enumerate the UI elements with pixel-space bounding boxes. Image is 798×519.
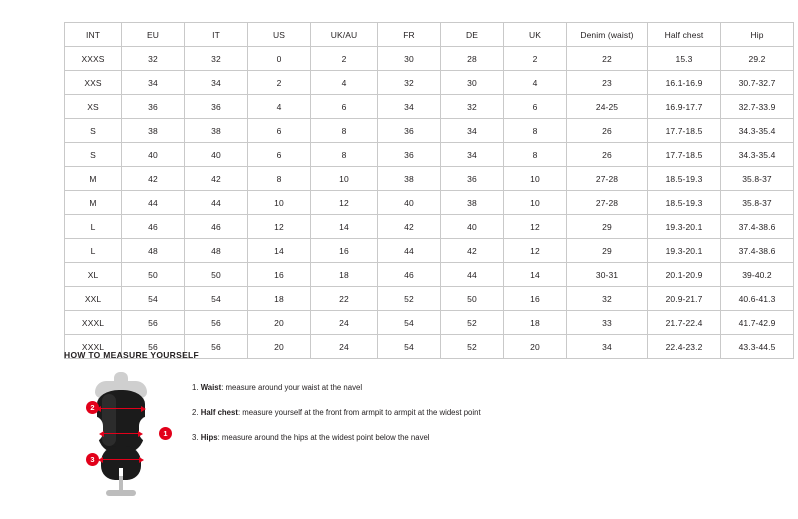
cell-half-chest: 20.9-21.7 [648,287,721,311]
cell-fr: 40 [378,191,441,215]
cell-fr: 30 [378,47,441,71]
cell-hip: 35.8-37 [721,167,794,191]
table-row [65,167,794,191]
cell-fr: 44 [378,239,441,263]
cell-it: 54 [185,287,248,311]
cell-eu: 40 [122,143,185,167]
cell-hip: 34.3-35.4 [721,119,794,143]
measure-step-half-chest [192,407,481,419]
cell-us: 20 [248,311,311,335]
cell-int: S [65,143,122,167]
cell-int: S [65,119,122,143]
cell-uk-au: 8 [311,143,378,167]
how-to-measure-section [64,350,764,500]
cell-us: 6 [248,143,311,167]
cell-fr: 34 [378,95,441,119]
cell-half-chest: 15.3 [648,47,721,71]
table-row [65,311,794,335]
measure-step-hips-text: : measure around the hips at the widest point below the navel [217,433,430,442]
column-header-half-chest: Half chest [648,23,721,47]
cell-it: 38 [185,119,248,143]
cell-de: 42 [441,239,504,263]
cell-denim-waist: 24-25 [567,95,648,119]
column-header-fr: FR [378,23,441,47]
cell-it: 32 [185,47,248,71]
cell-uk: 6 [504,95,567,119]
cell-denim-waist: 26 [567,119,648,143]
cell-uk: 20 [504,335,567,359]
cell-us: 10 [248,191,311,215]
measure-step-waist-text: : measure around your waist at the navel [221,383,363,392]
cell-uk-au: 22 [311,287,378,311]
cell-fr: 52 [378,287,441,311]
measure-step-hips [192,432,481,444]
measure-step-waist [192,382,481,394]
cell-int: L [65,215,122,239]
cell-eu: 50 [122,263,185,287]
cell-it: 36 [185,95,248,119]
cell-hip: 34.3-35.4 [721,143,794,167]
cell-uk: 12 [504,239,567,263]
cell-uk-au: 24 [311,311,378,335]
cell-fr: 46 [378,263,441,287]
cell-us: 2 [248,71,311,95]
cell-de: 50 [441,287,504,311]
cell-half-chest: 17.7-18.5 [648,143,721,167]
cell-fr: 38 [378,167,441,191]
cell-hip: 32.7-33.9 [721,95,794,119]
cell-half-chest: 22.4-23.2 [648,335,721,359]
cell-uk-au: 12 [311,191,378,215]
cell-denim-waist: 23 [567,71,648,95]
cell-uk-au: 24 [311,335,378,359]
column-header-us: US [248,23,311,47]
cell-uk: 14 [504,263,567,287]
cell-denim-waist: 27-28 [567,191,648,215]
cell-hip: 40.6-41.3 [721,287,794,311]
cell-int: M [65,191,122,215]
column-header-it: IT [185,23,248,47]
cell-us: 16 [248,263,311,287]
cell-uk-au: 18 [311,263,378,287]
how-to-measure-body [64,370,764,500]
cell-int: XXXS [65,47,122,71]
cell-int: XL [65,263,122,287]
cell-uk-au: 10 [311,167,378,191]
cell-hip: 37.4-38.6 [721,239,794,263]
measure-line-hips-icon [102,459,140,460]
cell-fr: 54 [378,311,441,335]
column-header-uk-au: UK/AU [311,23,378,47]
cell-us: 18 [248,287,311,311]
cell-us: 0 [248,47,311,71]
cell-denim-waist: 33 [567,311,648,335]
cell-de: 28 [441,47,504,71]
cell-denim-waist: 22 [567,47,648,71]
size-chart-container [64,22,776,359]
cell-de: 34 [441,143,504,167]
column-header-int: INT [65,23,122,47]
cell-uk: 18 [504,311,567,335]
column-header-denim-waist: Denim (waist) [567,23,648,47]
cell-half-chest: 21.7-22.4 [648,311,721,335]
cell-de: 40 [441,215,504,239]
table-row [65,71,794,95]
cell-denim-waist: 26 [567,143,648,167]
cell-half-chest: 19.3-20.1 [648,215,721,239]
mannequin-stand-base [106,490,136,496]
cell-eu: 38 [122,119,185,143]
cell-hip: 29.2 [721,47,794,71]
table-row [65,287,794,311]
cell-us: 12 [248,215,311,239]
cell-int: XXXL [65,335,122,359]
cell-fr: 54 [378,335,441,359]
cell-it: 56 [185,311,248,335]
cell-denim-waist: 32 [567,287,648,311]
cell-de: 34 [441,119,504,143]
cell-de: 52 [441,335,504,359]
cell-hip: 37.4-38.6 [721,215,794,239]
table-row [65,143,794,167]
column-header-hip: Hip [721,23,794,47]
cell-fr: 32 [378,71,441,95]
cell-uk-au: 16 [311,239,378,263]
cell-it: 34 [185,71,248,95]
cell-eu: 56 [122,311,185,335]
measure-step-half-chest-number: 2. [192,408,199,417]
measure-step-hips-number: 3. [192,433,199,442]
cell-uk: 10 [504,167,567,191]
table-row [65,215,794,239]
cell-it: 40 [185,143,248,167]
cell-it: 50 [185,263,248,287]
measure-steps-list [192,370,481,457]
mannequin-illustration [64,370,184,500]
cell-half-chest: 17.7-18.5 [648,119,721,143]
cell-it: 56 [185,335,248,359]
cell-de: 30 [441,71,504,95]
column-header-eu: EU [122,23,185,47]
cell-denim-waist: 30-31 [567,263,648,287]
how-to-measure-title: HOW TO MEASURE YOURSELF [64,350,200,360]
column-header-de: DE [441,23,504,47]
cell-half-chest: 16.1-16.9 [648,71,721,95]
cell-eu: 56 [122,335,185,359]
measure-line-waist-icon [103,433,139,434]
cell-de: 36 [441,167,504,191]
measure-step-waist-term: Waist [200,383,222,392]
measure-step-half-chest-text: : measure yourself at the front from armpit to armpit at the widest point [237,408,481,417]
cell-hip: 30.7-32.7 [721,71,794,95]
cell-eu: 36 [122,95,185,119]
cell-denim-waist: 27-28 [567,167,648,191]
table-row [65,191,794,215]
size-chart-table [64,22,794,359]
table-row [65,95,794,119]
column-header-uk: UK [504,23,567,47]
cell-it: 46 [185,215,248,239]
cell-int: XXS [65,71,122,95]
cell-int: XXXL [65,311,122,335]
cell-us: 4 [248,95,311,119]
marker-badge-3: 3 [86,453,99,466]
cell-it: 48 [185,239,248,263]
measure-step-half-chest-term: Half chest [200,408,238,417]
cell-hip: 41.7-42.9 [721,311,794,335]
cell-half-chest: 18.5-19.3 [648,191,721,215]
marker-badge-1: 1 [159,427,172,440]
cell-it: 42 [185,167,248,191]
cell-half-chest: 20.1-20.9 [648,263,721,287]
table-header [65,23,794,47]
cell-us: 20 [248,335,311,359]
cell-de: 32 [441,95,504,119]
cell-uk: 8 [504,143,567,167]
cell-uk: 12 [504,215,567,239]
cell-fr: 36 [378,119,441,143]
cell-denim-waist: 34 [567,335,648,359]
cell-hip: 35.8-37 [721,191,794,215]
cell-int: M [65,167,122,191]
cell-int: L [65,239,122,263]
cell-uk: 2 [504,47,567,71]
measure-step-waist-number: 1. [192,383,199,392]
cell-eu: 46 [122,215,185,239]
cell-eu: 42 [122,167,185,191]
cell-eu: 48 [122,239,185,263]
cell-us: 6 [248,119,311,143]
table-header-row [65,23,794,47]
cell-eu: 54 [122,287,185,311]
cell-denim-waist: 29 [567,215,648,239]
cell-it: 44 [185,191,248,215]
cell-fr: 42 [378,215,441,239]
cell-de: 52 [441,311,504,335]
table-row [65,47,794,71]
cell-uk-au: 4 [311,71,378,95]
cell-us: 14 [248,239,311,263]
cell-uk: 10 [504,191,567,215]
cell-uk-au: 6 [311,95,378,119]
mannequin-figure-icon [84,372,168,500]
table-row [65,119,794,143]
table-row [65,263,794,287]
cell-de: 38 [441,191,504,215]
cell-eu: 44 [122,191,185,215]
cell-half-chest: 18.5-19.3 [648,167,721,191]
cell-de: 44 [441,263,504,287]
mannequin-torso-highlight [102,394,116,446]
table-body [65,47,794,359]
measure-line-half-chest-icon [100,408,142,409]
cell-int: XS [65,95,122,119]
cell-us: 8 [248,167,311,191]
cell-uk-au: 8 [311,119,378,143]
cell-eu: 32 [122,47,185,71]
cell-uk: 4 [504,71,567,95]
cell-int: XXL [65,287,122,311]
cell-half-chest: 16.9-17.7 [648,95,721,119]
mannequin-waist-cut-right [139,416,149,442]
cell-uk-au: 2 [311,47,378,71]
cell-eu: 34 [122,71,185,95]
measure-step-hips-term: Hips [200,433,218,442]
cell-uk: 16 [504,287,567,311]
cell-uk-au: 14 [311,215,378,239]
cell-fr: 36 [378,143,441,167]
cell-half-chest: 19.3-20.1 [648,239,721,263]
marker-badge-2: 2 [86,401,99,414]
cell-hip: 39-40.2 [721,263,794,287]
cell-hip: 43.3-44.5 [721,335,794,359]
table-row [65,239,794,263]
cell-uk: 8 [504,119,567,143]
cell-denim-waist: 29 [567,239,648,263]
